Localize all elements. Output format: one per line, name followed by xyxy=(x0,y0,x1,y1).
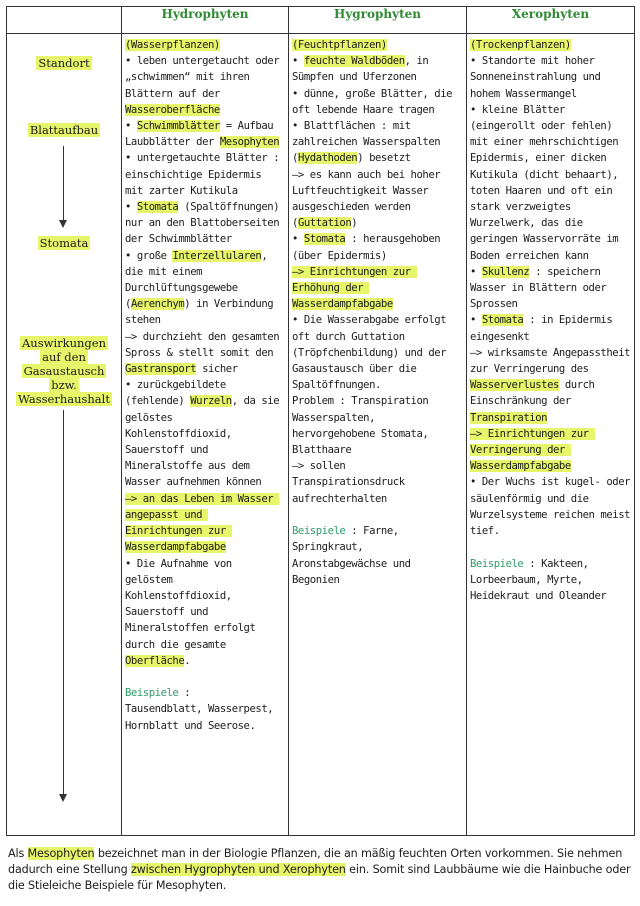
header-hygrophyten: Hygrophyten xyxy=(289,7,467,34)
label-auswirkungen: Auswirkungen auf den Gasaustausch bzw. Wasserhaushalt xyxy=(18,336,110,406)
xerophyten-cell xyxy=(467,34,635,836)
label-blattaufbau: Blattaufbau xyxy=(29,123,99,137)
beispiele-label: Beispiele xyxy=(470,557,524,570)
down-arrow-head xyxy=(59,220,67,228)
down-arrow-line xyxy=(63,146,64,222)
empty-corner-cell xyxy=(7,7,122,34)
biology-summary-sheet xyxy=(6,6,634,900)
long-down-arrow-head xyxy=(59,794,67,802)
row-labels-column xyxy=(7,34,122,836)
label-stomata: Stomata xyxy=(39,236,89,250)
xerophyten-text: (Trockenpflanzen) • Standorte mit hoher Sonneneinstrahlung und hohem Wassermangel • kleine Blätter (eingerollt oder fehlen) mit einer mehrschichtigen Epidermis, einer dicken Kutikula (dicht behaart), toten Haaren und oft ein stark verzweigtes Wurzelwerk, das die geringen Wasservorräte im Boden erreichen kann • Skullenz : speichern Wasser in Blättern oder Sprossen • Stomata : in Epidermis eingesenkt —> wirksamste Angepasstheit zur Verringerung des Wasserverlustes durch Einschränkung der Transpiration —> Einrichtungen zur Verringerung der Wasserdampfabgabe • Der Wuchs ist kugel- oder säulenförmig und die Wurzelsysteme reichen meist tief. Beispiele : Kakteen, Lorbeerbaum, Myrte, Heidekraut und Oleander xyxy=(470,39,631,602)
hydrophyten-text: (Wasserpflanzen) • leben untergetaucht oder „schwimmen“ mit ihren Blättern auf der Wasseroberfläche • Schwimmblätter = Aufbau Laubblätter der Mesophyten • untergetauchte Blätter : einschichtige Epidermis mit zarter Kutikula • Stomata (Spaltöffnungen) nur an den Blattoberseiten der Schwimmblätter • große Interzellularen, die mit einem Durchlüftungsgewebe (Aerenchym) in Verbindung stehen —> durchzieht den gesamten Spross & stellt somit den Gastransport sicher • zurückgebildete (fehlende) Wurzeln, da sie gelöstes Kohlenstoffdioxid, Sauerstoff und Mineralstoffe aus dem Wasser aufnehmen können —> an das Leben im Wasser angepasst und Einrichtungen zur Wasserdampfabgabe • Die Aufnahme von gelöstem Kohlenstoffdioxid, Sauerstoff und Mineralstoffen erfolgt durch die gesamte Oberfläche. Beispiele : Tausendblatt, Wasserpest, Hornblatt und Seerose. xyxy=(125,39,280,732)
hygrophyten-text: (Feuchtpflanzen) • feuchte Waldböden, in Sümpfen und Uferzonen • dünne, große Blätter, die oft lebende Haare tragen • Blattflächen : mit zahlreichen Wasserspalten (Hydathoden) besetzt —> es kann auch bei hoher Luftfeuchtigkeit Wasser ausgeschieden werden (Guttation) • Stomata : herausgehoben (über Epidermis) —> Einrichtungen zur Erhöhung der Wasserdampfabgabe • Die Wasserabgabe erfolgt oft durch Guttation (Tröpfchenbildung) und der Gasaustausch über die Spaltöffnungen. Problem : Transpiration Wasserspalten, hervorgehobene Stomata, Blatthaare —> sollen Transpirationsdruck aufrechterhalten Beispiele : Farne, Springkraut, Aronstabgewächse und Begonien xyxy=(292,39,453,586)
table-header-row xyxy=(7,7,635,34)
mesophyten-footnote: Als Mesophyten bezeichnet man in der Biologie Pflanzen, die an mäßig feuchten Orten vorkommen. Sie nehmen dadurch eine Stellung zwischen Hygrophyten und Xerophyten ein. Somit sind Laubbäume wie die Hainbuche oder die Stieleiche Beispiele für Mesophyten. xyxy=(8,847,631,892)
table-body-row xyxy=(7,34,635,836)
header-xerophyten: Xerophyten xyxy=(467,7,635,34)
plant-types-table xyxy=(6,6,635,836)
header-hydrophyten: Hydrophyten xyxy=(122,7,289,34)
long-down-arrow-line xyxy=(63,410,64,796)
beispiele-label: Beispiele xyxy=(125,687,179,700)
hydrophyten-cell xyxy=(122,34,289,836)
hygrophyten-cell xyxy=(289,34,467,836)
beispiele-label: Beispiele xyxy=(292,525,346,538)
label-standort: Standort xyxy=(38,56,90,70)
